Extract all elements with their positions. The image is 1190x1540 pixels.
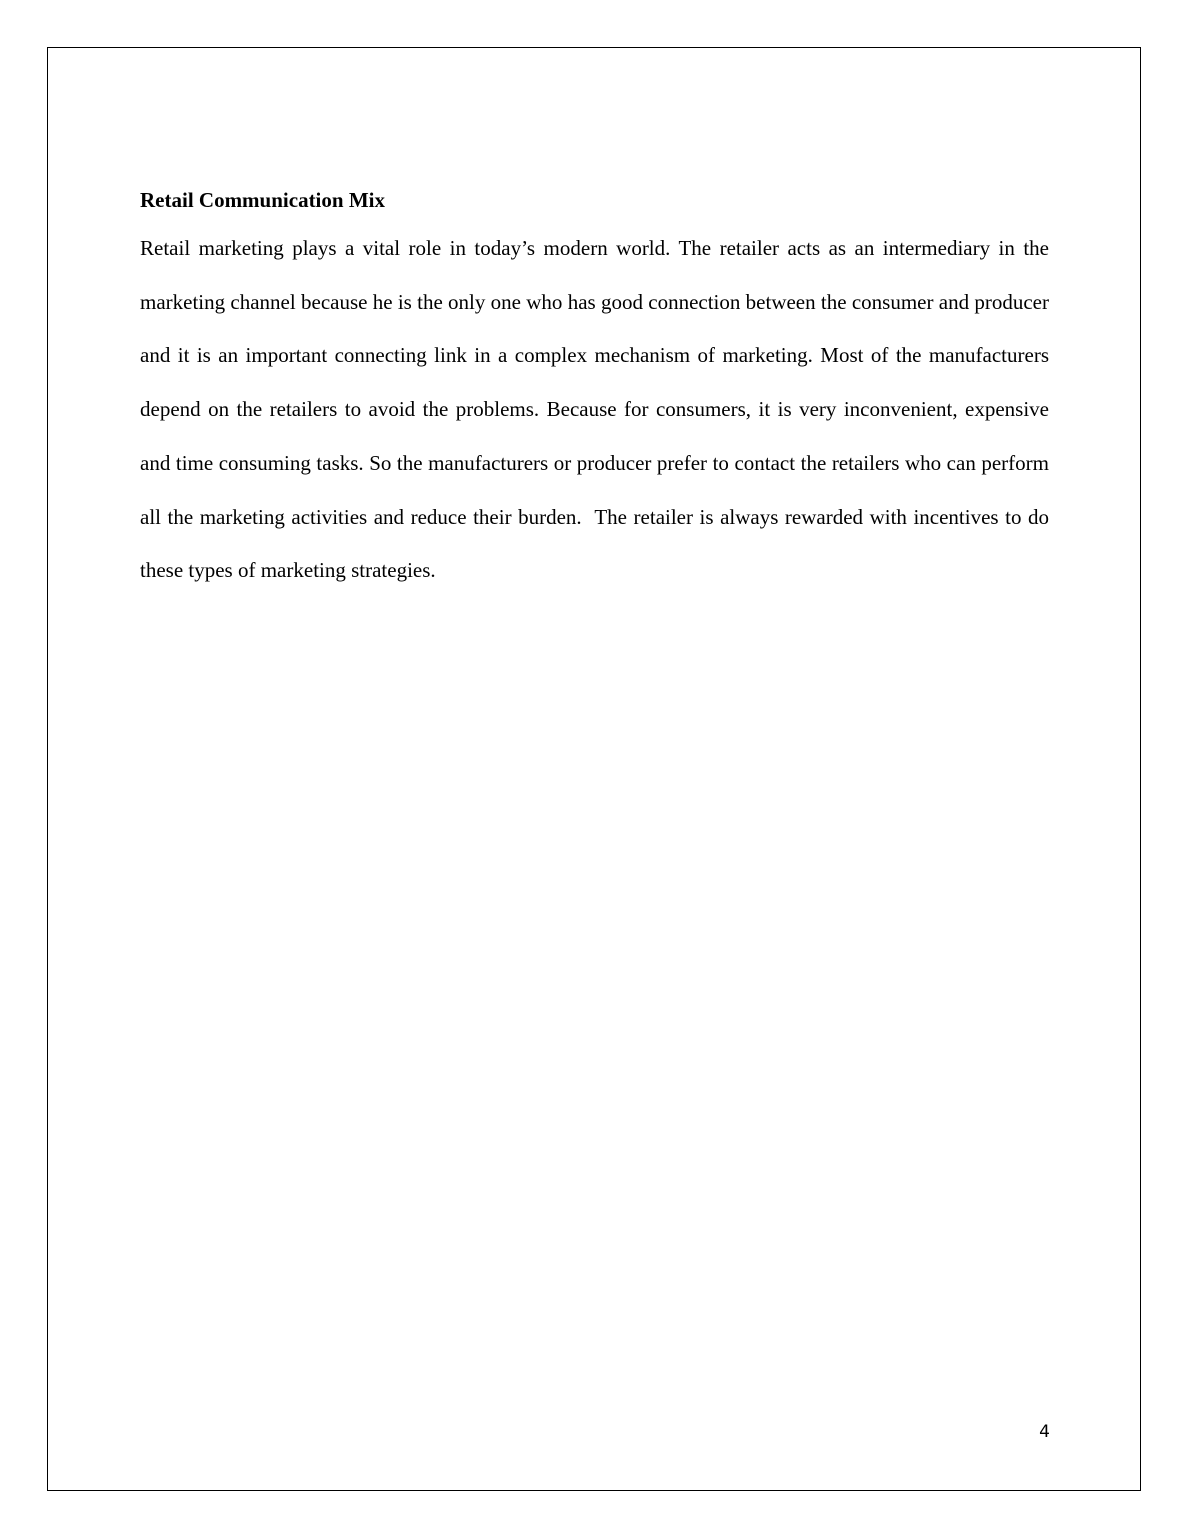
- page-content: [140, 184, 1055, 598]
- body-paragraph: Retail marketing plays a vital role in today’s modern world. The retailer acts as an intermediary in the marketing channel because he is the only one who has good connection between the consumer and producer and it is an important connecting link in a complex mechanism of marketing. Most of the manufacturers depend on the retailers to avoid the problems. Because for consumers, it is very inconvenient, expensive and time consuming tasks. So the manufacturers or producer prefer to contact the retailers who can perform all the marketing activities and reduce their burden. The retailer is always rewarded with incentives to do these types of marketing strategies.: [140, 236, 1055, 583]
- section-heading: Retail Communication Mix: [140, 188, 385, 212]
- page-number: 4: [1039, 1422, 1050, 1442]
